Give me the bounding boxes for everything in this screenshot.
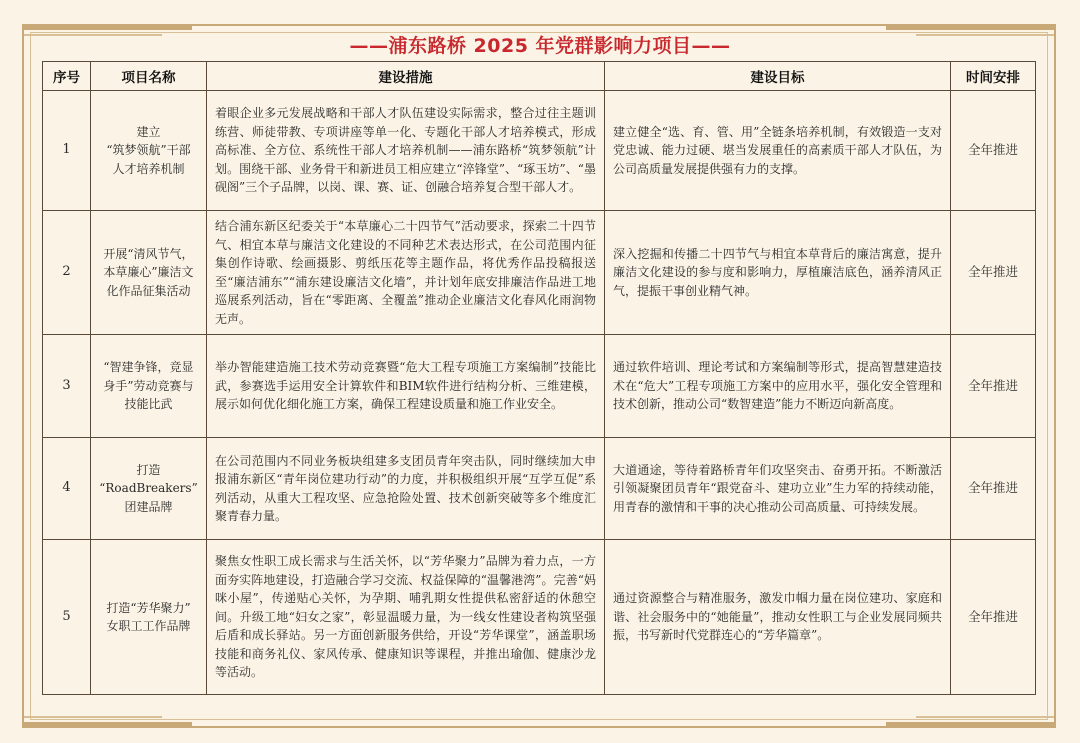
project-name-line: “智建争锋，竞显 — [103, 360, 194, 375]
measures-cell: 结合浦东新区纪委关于“本草廉心二十四节气”活动要求，探索二十四节气、相宜本草与廉洁文化建设的不同种艺术表达形式，在公司范围内征集创作诗歌、绘画摄影、剪纸压花等主题作品，将优秀作品投稿报送至“廉洁浦东”“浦东建设廉洁文化墙”，并计划年底安排廉洁作品进工地巡展系列活动，旨在“零距离、全覆盖”推动企业廉洁文化春风化雨润物无声。 — [207, 211, 605, 335]
row-number: 3 — [43, 335, 91, 438]
project-name-line: 化作品征集活动 — [106, 283, 191, 298]
goals-cell: 深入挖掘和传播二十四节气与相宜本草背后的廉洁寓意，提升廉洁文化建设的参与度和影响力，厚植廉洁底色，涵养清风正气，提振干事创业精气神。 — [605, 211, 951, 335]
header-goals: 建设目标 — [605, 62, 951, 91]
table-row — [43, 540, 1036, 695]
header-no: 序号 — [43, 62, 91, 91]
table-row — [43, 438, 1036, 540]
schedule-cell: 全年推进 — [951, 438, 1036, 540]
row-number: 4 — [43, 438, 91, 540]
project-table — [42, 61, 1036, 695]
measures-cell: 举办智能建造施工技术劳动竞赛暨“危大工程专项施工方案编制”技能比武，参赛选手运用安全计算软件和BIM软件进行结构分析、三维建模，展示如何优化细化施工方案，确保工程建设质量和施工作业安全。 — [207, 335, 605, 438]
schedule-cell: 全年推进 — [951, 335, 1036, 438]
goals-cell: 通过软件培训、理论考试和方案编制等形式，提高智慧建造技术在“危大”工程专项施工方案中的应用水平，强化安全管理和技术创新，推动公司“数智建造”能力不断迈向新高度。 — [605, 335, 951, 438]
row-number: 1 — [43, 91, 91, 211]
project-name-line: 团建品牌 — [124, 499, 173, 514]
measures-cell: 聚焦女性职工成长需求与生活关怀，以“芳华聚力”品牌为着力点，一方面夯实阵地建设，打造融合学习交流、权益保障的“温馨港湾”。完善“妈咪小屋”，传递贴心关怀，为孕期、哺乳期女性提供私密舒适的休憩空间。升级工地“妇女之家”，彰显温暖力量，为一线女性建设者构筑坚强后盾和成长驿站。另一方面创新服务供给，开设“芳华课堂”，涵盖职场技能和商务礼仪、家风传承、健康知识等课程，并推出瑜伽、健康沙龙等活动。 — [207, 540, 605, 695]
measures-cell: 在公司范围内不同业务板块组建多支团员青年突击队，同时继续加大申报浦东新区“青年岗位建功行动”的力度，并积极组织开展“互学互促”系列活动，从重大工程攻坚、应急抢险处置、技术创新突破等多个维度汇聚青春力量。 — [207, 438, 605, 540]
schedule-cell: 全年推进 — [951, 211, 1036, 335]
row-number: 5 — [43, 540, 91, 695]
header-measures: 建设措施 — [207, 62, 605, 91]
measures-cell: 着眼企业多元发展战略和干部人才队伍建设实际需求，整合过往主题训练营、师徒带教、专项讲座等单一化、专题化干部人才培养模式，形成高标准、全方位、系统性干部人才培养机制——浦东路桥“筑梦领航”计划。围绕干部、业务骨干和新进员工相应建立“淬锋堂”、“琢玉坊”、“墨砚阁”三个子品牌，以岗、课、赛、证、创融合培养复合型干部人才。 — [207, 91, 605, 211]
project-name-line: 建立 — [136, 124, 161, 139]
row-number: 2 — [43, 211, 91, 335]
goals-cell: 大道通途，等待着路桥青年们攻坚突击、奋勇开拓。不断激活引领凝聚团员青年“跟党奋斗、建功立业”生力军的持续动能，用青春的激情和干事的决心推动公司高质量、可持续发展。 — [605, 438, 951, 540]
page-title: ——浦东路桥 2025 年党群影响力项目—— — [349, 35, 731, 57]
schedule-cell: 全年推进 — [951, 91, 1036, 211]
goals-cell: 建立健全“选、育、管、用”全链条培养机制，有效锻造一支对党忠诚、能力过硬、堪当发展重任的高素质干部人才队伍，为公司高质量发展提供强有力的支撑。 — [605, 91, 951, 211]
project-name — [91, 211, 207, 335]
project-name — [91, 438, 207, 540]
schedule-cell: 全年推进 — [951, 540, 1036, 695]
project-name-line: 开展“清风节气， — [103, 246, 194, 261]
table-row — [43, 91, 1036, 211]
project-name — [91, 540, 207, 695]
header-project-name: 项目名称 — [91, 62, 207, 91]
project-name-line: 人才培养机制 — [112, 161, 185, 176]
goals-cell: 通过资源整合与精准服务，激发巾帼力量在岗位建功、家庭和谐、社会服务中的“她能量”，推动女性职工与企业发展同频共振，书写新时代党群连心的“芳华篇章”。 — [605, 540, 951, 695]
table-row — [43, 211, 1036, 335]
project-name-line: “RoadBreakers” — [99, 481, 198, 496]
project-name-line: 女职工工作品牌 — [106, 619, 191, 633]
project-name-line: 打造“芳华聚力” — [106, 600, 191, 615]
project-name — [91, 91, 207, 211]
table-header-row — [43, 62, 1036, 91]
header-schedule: 时间安排 — [951, 62, 1036, 91]
project-name-line: “筑梦领航”干部 — [106, 143, 191, 158]
table-row — [43, 335, 1036, 438]
project-name-line: 技能比武 — [124, 397, 173, 412]
project-name-line: 打造 — [136, 462, 161, 477]
project-name-line: 本草廉心”廉洁文 — [103, 265, 194, 280]
project-name — [91, 335, 207, 438]
project-name-line: 身手”劳动竞赛与 — [103, 378, 194, 393]
